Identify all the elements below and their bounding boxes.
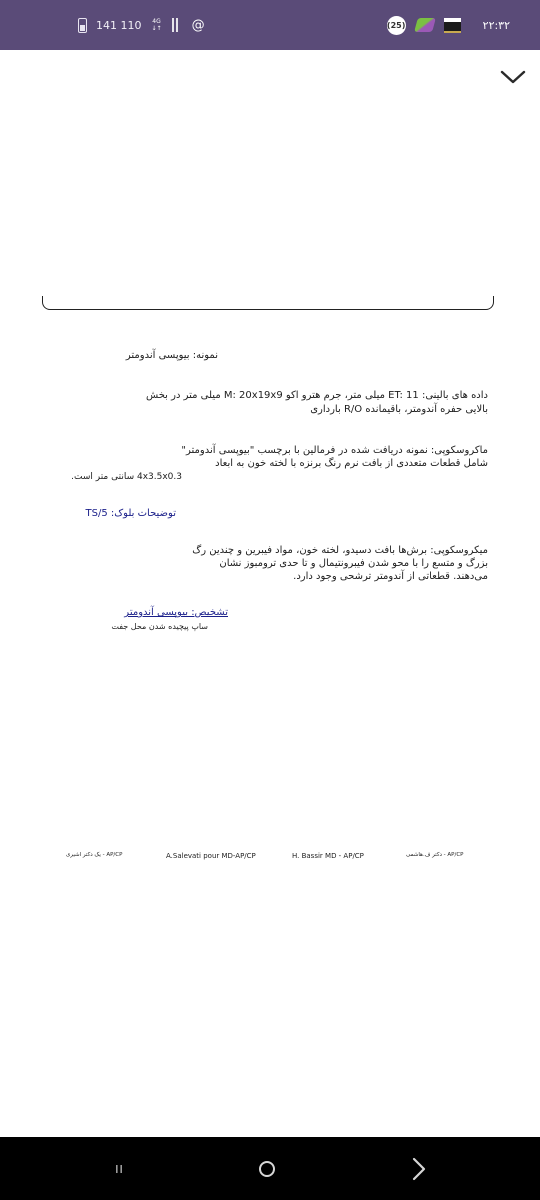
- document-top-rule: [42, 296, 494, 310]
- report-signatures: [60, 852, 500, 866]
- signature-4: دکتر ف.هاشمی - AP/CP: [406, 852, 464, 858]
- nav-back-button[interactable]: [384, 1137, 454, 1200]
- report-microscopy: [48, 544, 488, 583]
- app-notification-icon-2: [444, 18, 461, 33]
- status-right: [387, 0, 510, 50]
- signature-2: A.Salevati pour MD-AP/CP: [166, 852, 256, 860]
- home-icon: [257, 1159, 277, 1179]
- status-left: [78, 0, 205, 50]
- notification-count-badge: (25): [387, 16, 406, 35]
- signature-1: یک دکتر اشیری - AP/CP: [66, 852, 123, 858]
- data-arrows-icon: ↓↑: [151, 25, 162, 32]
- network-type-4g: [152, 18, 162, 32]
- report-macro-line-2: شامل قطعات متعددی از بافت نرم رنگ برنزه با لخته خون به ابعاد: [215, 458, 488, 469]
- signature-3: H. Bassir MD - AP/CP: [292, 852, 364, 860]
- signal-icon: [172, 18, 178, 32]
- report-clinical-line-2: بالایی حفره آندومتر، باقیمانده R/O بارداری: [310, 404, 488, 415]
- battery-icon: [78, 18, 87, 33]
- back-chevron-icon: [411, 1157, 427, 1181]
- report-block-description: توضیحات بلوک: TS/5: [85, 508, 176, 519]
- report-diagnosis: تشخیص: بیوپسی آندومتر: [124, 607, 228, 618]
- recents-icon: [113, 1162, 125, 1176]
- chevron-down-icon: [500, 69, 526, 85]
- network-type-label: 4G: [152, 18, 161, 25]
- network-speed: 141 110: [96, 18, 142, 32]
- report-diagnosis-sub: ساپ پیچیده شدن محل جفت: [111, 622, 208, 631]
- report-clinical-line-1: داده های بالینی: ET: 11 میلی متر، جرم هترو اکو M: 20x19x9 میلی متر در بخش: [145, 390, 488, 401]
- navigation-bar: [0, 1137, 540, 1200]
- report-macroscopy: [48, 444, 488, 470]
- report-micro-line-3: می‌دهند. قطعاتی از آندومتر ترشحی وجود دارد.: [293, 571, 488, 582]
- status-bar: [0, 0, 540, 50]
- report-macro-line-1: ماکروسکوپی: نمونه دریافت شده در فرمالین با برچسب "بیوپسی آندومتر": [181, 445, 488, 456]
- nav-recents-button[interactable]: [84, 1137, 154, 1200]
- report-sample: نمونه: بیوپسی آندومتر: [125, 350, 218, 361]
- report-micro-line-1: میکروسکوپی: برش‌ها بافت دسیدو، لخته خون، مواد فیبرین و چندین رگ: [192, 545, 488, 556]
- collapse-button[interactable]: [498, 64, 528, 90]
- report-clinical-data: [48, 389, 488, 417]
- report-macro-size: 4x3.5x0.3 سانتی متر است.: [71, 472, 182, 482]
- at-symbol: @: [191, 17, 205, 33]
- nav-home-button[interactable]: [232, 1137, 302, 1200]
- app-notification-icon: [414, 18, 436, 32]
- report-micro-line-2: بزرگ و متسع را با محو شدن فیبرونتیمال و تا حدی ترومبوز نشان: [219, 558, 488, 569]
- clock: ۲۲:۳۲: [482, 18, 510, 32]
